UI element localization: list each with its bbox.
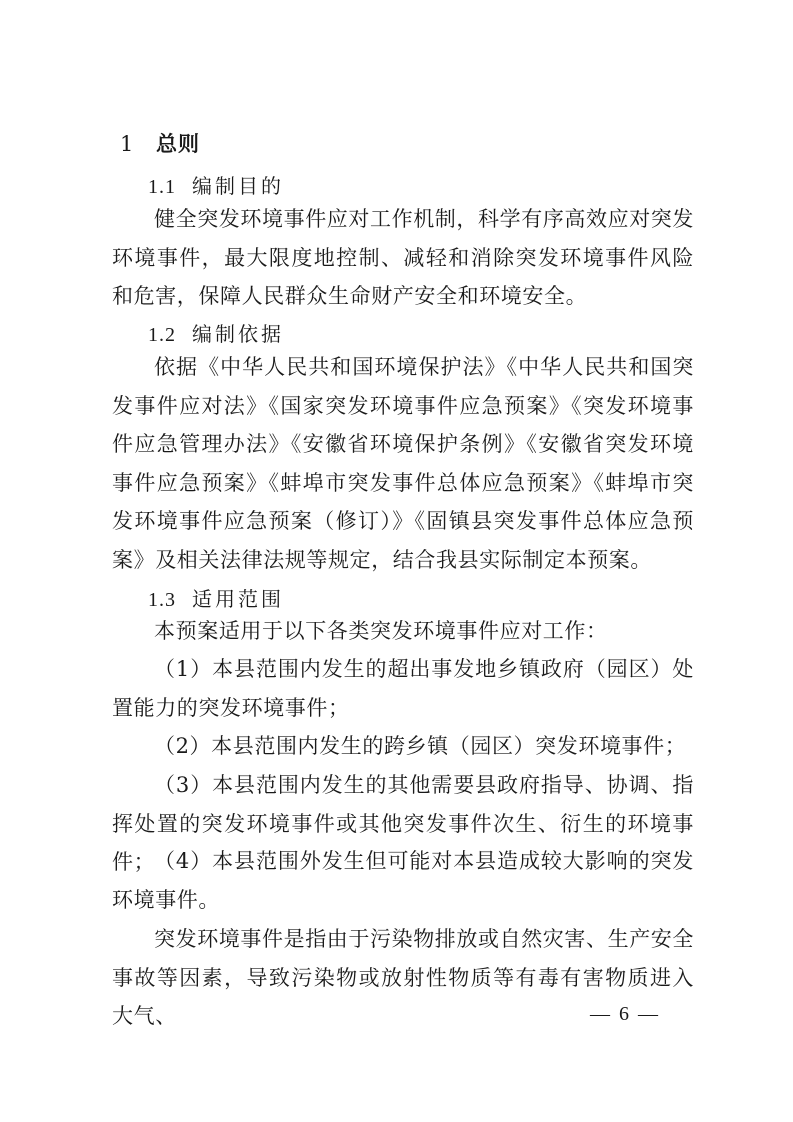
list-item-scope-2: （2）本县范围内发生的跨乡镇（园区）突发环境事件； — [154, 734, 687, 758]
paragraph-definition: 突发环境事件是指由于污染物排放或自然灾害、生产安全事故等因素，导致污染物或放射性物质等有毒有害物质进入大气、 — [112, 927, 694, 1028]
section-number: 1 — [120, 132, 135, 156]
subsection-heading-1-1 — [148, 170, 284, 203]
subsection-number: 1.2 — [148, 324, 176, 346]
paragraph-scope-intro: 本预案适用于以下各类突发环境事件应对工作： — [154, 619, 608, 643]
paragraph-purpose: 健全突发环境事件应对工作机制，科学有序高效应对突发环境事件，最大限度地控制、减轻和消除突发环境事件风险和危害，保障人民群众生命财产安全和环境安全。 — [112, 207, 694, 308]
subsection-title: 编制目的 — [192, 174, 284, 198]
subsection-title: 适用范围 — [192, 587, 284, 611]
list-item-scope-1: （1）本县范围内发生的超出事发地乡镇政府（园区）处置能力的突发环境事件； — [112, 657, 694, 720]
list-item-scope-3: （3）本县范围内发生的其他需要县政府指导、协调、指挥处置的突发环境事件或其他突发事件次生、衍生的环境事件； — [112, 773, 694, 874]
section-heading-1 — [120, 128, 200, 160]
list-item-scope-4: （4）本县范围外发生但可能对本县造成较大影响的突发环境事件。 — [112, 849, 694, 912]
subsection-number: 1.3 — [148, 589, 176, 611]
paragraph-basis: 依据《中华人民共和国环境保护法》《中华人民共和国突发事件应对法》《国家突发环境事件应急预案》《突发环境事件应急管理办法》《安徽省环境保护条例》《安徽省突发环境事件应急预案》《蚌埠市突发事件总体应急预案》《蚌埠市突发环境事件应急预案（修订）》《固镇县突发事件总体应急预案》及相关法律法规等规定，结合我县实际制定本预案。 — [112, 355, 694, 572]
subsection-number: 1.1 — [148, 176, 176, 198]
subsection-heading-1-2 — [148, 318, 284, 351]
section-title: 总则 — [156, 132, 200, 156]
page-number: — 6 — — [590, 1003, 660, 1025]
subsection-title: 编制依据 — [192, 322, 284, 346]
